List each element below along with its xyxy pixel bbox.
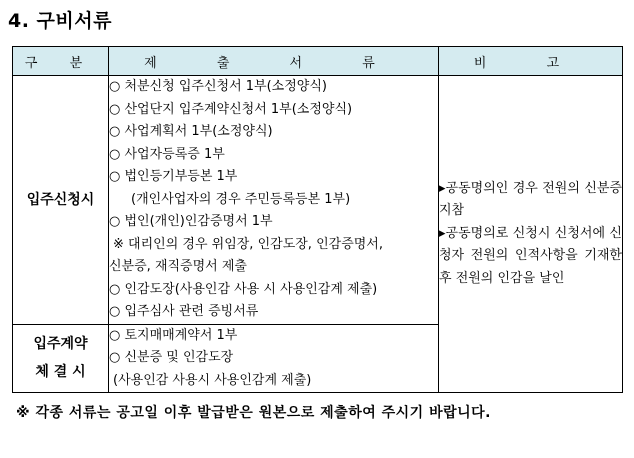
- list-item: ○ 법인(개인)인감증명서 1부: [109, 214, 273, 229]
- section-title: 4. 구비서류: [8, 10, 112, 32]
- list-item: ○ 사업계획서 1부(소정양식): [109, 124, 273, 139]
- category-label: 입주계약: [33, 336, 88, 353]
- category-label: 체 결 시: [35, 364, 86, 381]
- list-item: 신분증, 재직증명서 제출: [109, 259, 247, 274]
- table-row-application: [13, 76, 623, 325]
- list-item: ○ 입주심사 관련 증빙서류: [109, 304, 259, 319]
- footnote: ※ 각종 서류는 공고일 이후 발급받은 원본으로 제출하여 주시기 바랍니다.: [16, 405, 491, 421]
- required-documents-table: [12, 46, 623, 393]
- category-contract: [13, 324, 109, 393]
- list-item: ○ 신분증 및 인감도장: [109, 350, 234, 365]
- list-item: ○ 산업단지 입주계약신청서 1부(소정양식): [109, 101, 353, 117]
- table-header-row: [13, 47, 623, 76]
- documents-application: [109, 76, 439, 325]
- header-documents: 제 출 서 류: [109, 47, 439, 76]
- note-item: ▸공동명의인 경우 전원의 신분증지참: [439, 180, 622, 219]
- header-notes: 비 고: [439, 47, 623, 76]
- note-item: ▸공동명의로 신청시 신청서에 신청자 전원의 인적사항을 기재한 후 전원의 인감을 날인: [439, 225, 622, 286]
- list-item: ○ 사업자등록증 1부: [109, 146, 225, 162]
- header-category: 구 분: [13, 47, 109, 76]
- list-item: (개인사업자의 경우 주민등록등본 1부): [131, 191, 351, 207]
- list-item: ○ 법인등기부등본 1부: [109, 169, 238, 184]
- list-item: ※ 대리인의 경우 위임장, 인감도장, 인감증명서,: [113, 236, 383, 252]
- documents-contract: [109, 324, 439, 393]
- list-item: ○ 처분신청 입주신청서 1부(소정양식): [109, 79, 327, 94]
- category-label: 입주신청시: [26, 191, 95, 208]
- list-item: (사용인감 사용시 사용인감계 제출): [113, 372, 312, 388]
- list-item: ○ 인감도장(사용인감 사용 시 사용인감계 제출): [109, 281, 378, 297]
- category-application: [13, 76, 109, 325]
- notes-cell: [439, 76, 623, 393]
- list-item: ○ 토지매매계약서 1부: [109, 327, 238, 343]
